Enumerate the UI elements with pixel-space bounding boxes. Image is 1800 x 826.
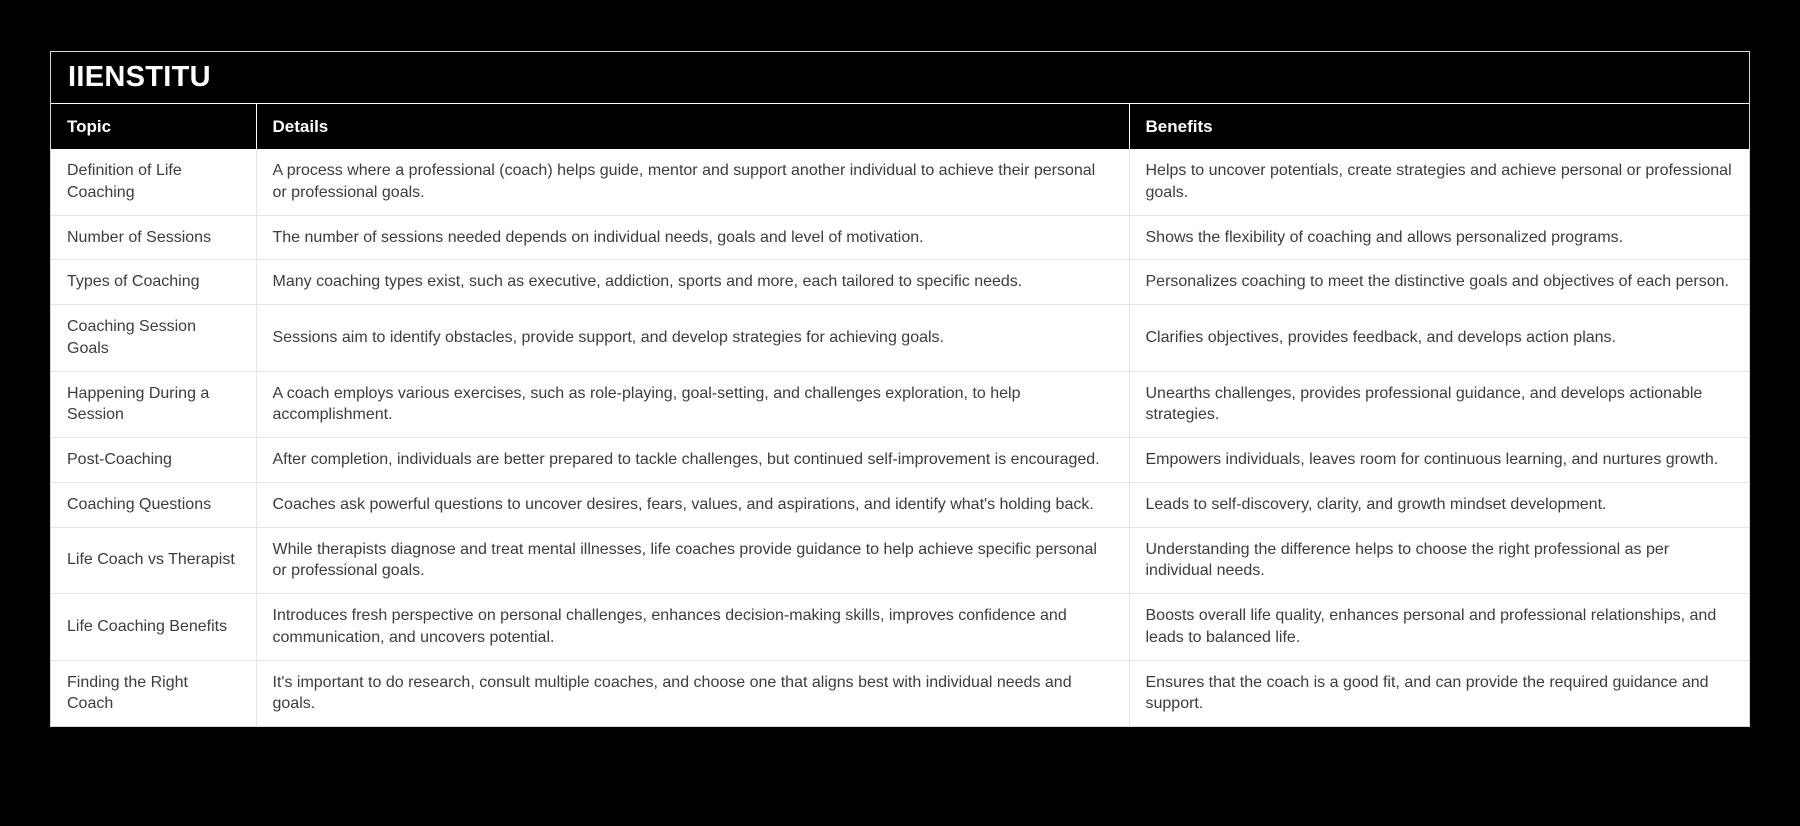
details-cell: Coaches ask powerful questions to uncover desires, fears, values, and aspirations, and identify what's holding back. xyxy=(256,482,1129,527)
details-cell: Sessions aim to identify obstacles, provide support, and develop strategies for achieving goals. xyxy=(256,305,1129,372)
table-header-row xyxy=(51,104,1749,149)
topic-cell: Coaching Session Goals xyxy=(51,305,256,372)
table-row xyxy=(51,149,1749,215)
table-row xyxy=(51,260,1749,305)
topic-cell: Life Coach vs Therapist xyxy=(51,527,256,594)
topic-cell: Number of Sessions xyxy=(51,215,256,260)
details-cell: The number of sessions needed depends on individual needs, goals and level of motivation. xyxy=(256,215,1129,260)
benefits-cell: Leads to self-discovery, clarity, and growth mindset development. xyxy=(1129,482,1749,527)
benefits-cell: Understanding the difference helps to choose the right professional as per individual needs. xyxy=(1129,527,1749,594)
benefits-cell: Personalizes coaching to meet the distinctive goals and objectives of each person. xyxy=(1129,260,1749,305)
table-row xyxy=(51,660,1749,726)
topic-cell: Coaching Questions xyxy=(51,482,256,527)
table-row xyxy=(51,305,1749,372)
topic-cell: Definition of Life Coaching xyxy=(51,149,256,215)
benefits-cell: Ensures that the coach is a good fit, and can provide the required guidance and support. xyxy=(1129,660,1749,726)
benefits-cell: Empowers individuals, leaves room for continuous learning, and nurtures growth. xyxy=(1129,438,1749,483)
benefits-cell: Clarifies objectives, provides feedback, and develops action plans. xyxy=(1129,305,1749,372)
topic-cell: Types of Coaching xyxy=(51,260,256,305)
details-cell: It's important to do research, consult multiple coaches, and choose one that aligns best with individual needs and goals. xyxy=(256,660,1129,726)
details-cell: A coach employs various exercises, such as role-playing, goal-setting, and challenges exploration, to help accomplishment. xyxy=(256,371,1129,438)
topic-cell: Finding the Right Coach xyxy=(51,660,256,726)
benefits-cell: Shows the flexibility of coaching and allows personalized programs. xyxy=(1129,215,1749,260)
details-cell: A process where a professional (coach) helps guide, mentor and support another individual to achieve their personal or professional goals. xyxy=(256,149,1129,215)
table-row xyxy=(51,215,1749,260)
title-bar xyxy=(51,52,1749,104)
details-cell: Introduces fresh perspective on personal challenges, enhances decision-making skills, improves confidence and communication, and uncovers potential. xyxy=(256,594,1129,661)
details-cell: While therapists diagnose and treat mental illnesses, life coaches provide guidance to help achieve specific personal or professional goals. xyxy=(256,527,1129,594)
benefits-cell: Boosts overall life quality, enhances personal and professional relationships, and leads to balanced life. xyxy=(1129,594,1749,661)
coaching-table xyxy=(51,104,1749,726)
topic-cell: Happening During a Session xyxy=(51,371,256,438)
benefits-cell: Helps to uncover potentials, create strategies and achieve personal or professional goals. xyxy=(1129,149,1749,215)
benefits-cell: Unearths challenges, provides professional guidance, and develops actionable strategies. xyxy=(1129,371,1749,438)
column-header-topic: Topic xyxy=(51,104,256,149)
table-row xyxy=(51,438,1749,483)
column-header-details: Details xyxy=(256,104,1129,149)
details-cell: After completion, individuals are better prepared to tackle challenges, but continued self-improvement is encouraged. xyxy=(256,438,1129,483)
content-card xyxy=(50,51,1750,727)
table-row xyxy=(51,482,1749,527)
topic-cell: Life Coaching Benefits xyxy=(51,594,256,661)
column-header-benefits: Benefits xyxy=(1129,104,1749,149)
brand-title: IIENSTITU xyxy=(68,61,211,93)
table-row xyxy=(51,527,1749,594)
details-cell: Many coaching types exist, such as executive, addiction, sports and more, each tailored to specific needs. xyxy=(256,260,1129,305)
table-row xyxy=(51,371,1749,438)
table-row xyxy=(51,594,1749,661)
topic-cell: Post-Coaching xyxy=(51,438,256,483)
